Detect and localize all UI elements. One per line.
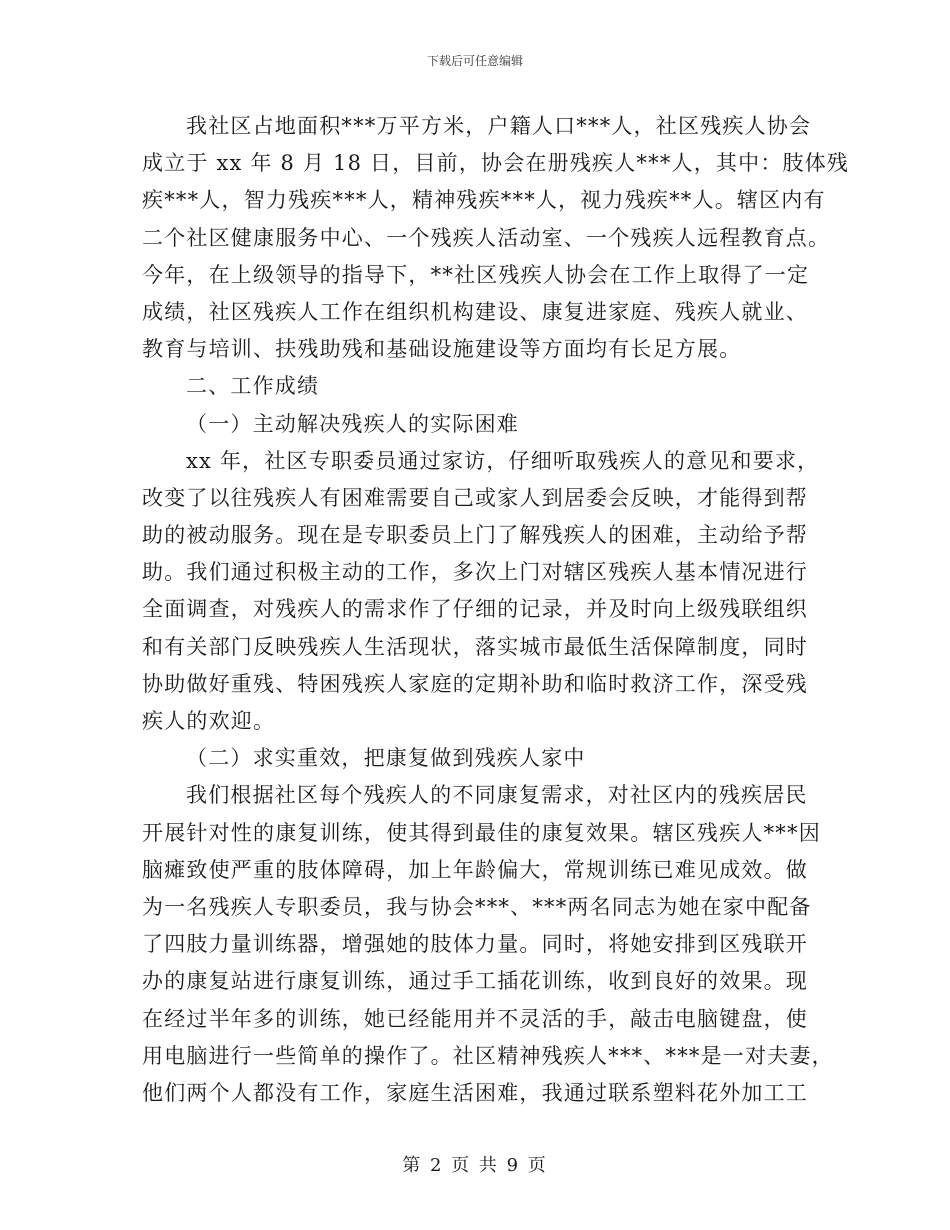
paragraph-line: 脑瘫致使严重的肢体障碍，加上年龄偏大，常规训练已难见成效。做: [142, 857, 808, 882]
paragraph-line: 助的被动服务。现在是专职委员上门了解残疾人的困难，主动给予帮: [142, 523, 808, 548]
subsection-heading: （一）主动解决残疾人的实际困难: [186, 411, 519, 436]
paragraph-line: 和有关部门反映残疾人生活现状，落实城市最低生活保障制度，同时: [142, 634, 808, 659]
paragraph-line: 在经过半年多的训练，她已经能用并不灵活的手，敲击电脑键盘，使: [142, 1006, 808, 1031]
paragraph-line: 协助做好重残、特困残疾人家庭的定期补助和临时救济工作，深受残: [142, 671, 808, 696]
paragraph-line: 疾人的欢迎。: [142, 709, 276, 733]
paragraph-line: 我社区占地面积***万平方米，户籍人口***人，社区残疾人协会: [186, 114, 812, 138]
paragraph-line: 改变了以往残疾人有困难需要自己或家人到居委会反映，才能得到帮: [142, 485, 808, 510]
page-header: 下载后可任意编辑: [426, 54, 523, 68]
paragraph-line: 开展针对性的康复训练，使其得到最佳的康复效果。辖区残疾人***因: [142, 820, 821, 845]
paragraph-line: 教育与培训、扶残助残和基础设施建设等方面均有长足方展。: [142, 337, 742, 362]
paragraph-line: 我们根据社区每个残疾人的不同康复需求，对社区内的残疾居民: [186, 783, 808, 808]
paragraph-line: 疾***人，智力残疾***人，精神残疾***人，视力残疾**人。辖区内有: [142, 188, 826, 213]
subsection-heading: （二）求实重效，把康复做到残疾人家中: [186, 746, 586, 771]
paragraph-line: 成绩，社区残疾人工作在组织机构建设、康复进家庭、残疾人就业、: [142, 299, 808, 324]
paragraph-line: 全面调查，对残疾人的需求作了仔细的记录，并及时向上级残联组织: [142, 597, 808, 622]
paragraph-line: 成立于 xx 年 8 月 18 日，目前，协会在册残疾人***人，其中：肢体残: [142, 151, 850, 176]
document-body: [142, 108, 850, 1112]
paragraph-line: 他们两个人都没有工作，家庭生活困难，我通过联系塑料花外加工工: [142, 1080, 808, 1105]
paragraph-line: 助。我们通过积极主动的工作，多次上门对辖区残疾人基本情况进行: [142, 560, 808, 585]
paragraph-line: 了四肢力量训练器，增强她的肢体力量。同时，将她安排到区残联开: [142, 932, 808, 957]
paragraph-line: 今年，在上级领导的指导下，**社区残疾人协会在工作上取得了一定: [142, 262, 810, 287]
section-heading: 二、工作成绩: [186, 374, 320, 399]
page-number: 第 2 页 共 9 页: [402, 1155, 548, 1176]
paragraph-line: 为一名残疾人专职委员，我与协会***、***两名同志为她在家中配备: [142, 894, 812, 919]
paragraph-line: 办的康复站进行康复训练，通过手工插花训练，收到良好的效果。现: [142, 969, 808, 994]
paragraph-line: 用电脑进行一些简单的操作了。社区精神残疾人***、***是一对夫妻，: [142, 1043, 834, 1068]
paragraph-line: xx 年，社区专职委员通过家访，仔细听取残疾人的意见和要求，: [186, 448, 820, 473]
paragraph-line: 二个社区健康服务中心、一个残疾人活动室、一个残疾人远程教育点。: [142, 225, 831, 250]
